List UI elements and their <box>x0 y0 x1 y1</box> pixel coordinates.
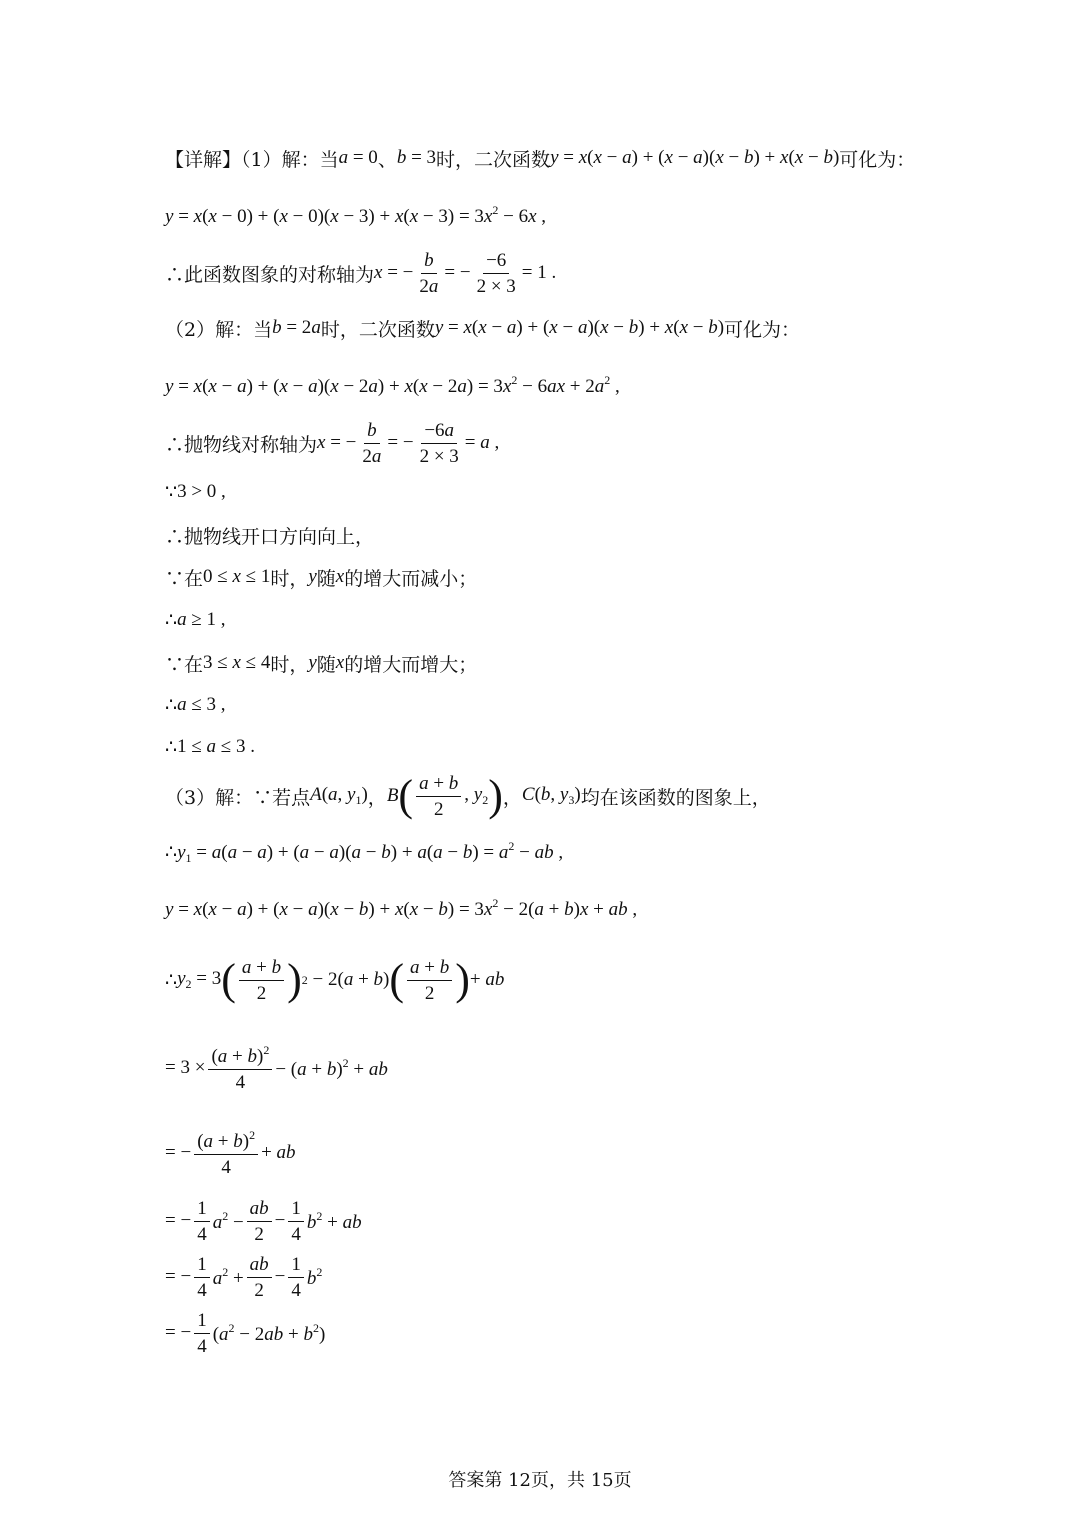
line-20: = − $\frac{1}{4}$ $a^2$ − $\frac{ab}{2}$ − $\frac{1}{4}$ $b^2$ + ab <box>165 1197 362 1245</box>
line-11: ∵在 3 ≤ x ≤ 4 时， y 随 x 的增大而增大； <box>165 652 478 676</box>
page-footer: 答案第 12页，共 15页 <box>448 1470 632 1491</box>
line-17: ∴ $y_2 = 3$ ( $\frac{a + b}{2}$ ) 2 − 2(a + b) ( $\frac{a + b}{2}$ ) + ab <box>165 955 505 1005</box>
line-15: ∴ $y_1 = a(a - a) + (a - a)(a - b) + a(a - b) = a^2$ − ab , <box>165 838 564 865</box>
line-13: ∴ 1 ≤ a ≤ 3 . <box>165 736 255 758</box>
line-6: ∴抛物线对称轴为 x = − $\frac{b}{2a}$ = − $\frac{-6a}{2 \times 3}$ = a , <box>165 419 500 467</box>
line-1: 【详解】（1）解：当 a = 0 、 b = 3 时，二次函数 y = x(x − a) + (x − a)(x − b) + x(x − b) 可化为： <box>165 128 915 188</box>
part1-intro: 【详解】（1）解：当 <box>165 148 339 171</box>
line-8: ∴抛物线开口方向向上， <box>165 525 375 548</box>
line-2: $y = x(x - 0) + (x - 0)(x - 3) + x(x - 3) = 3x^2 - 6x$ , <box>165 202 547 227</box>
line-12: ∴ a ≤ 3 , <box>165 694 226 716</box>
line-5: $y = x(x - a) + (x - a)(x - 2a) + x(x - 2a) = 3x^2 - 6ax + 2a^2$ , <box>165 372 620 397</box>
line-18: = 3 × $\frac{(a + b)^2}{4}$ − $(a + b)^2$ + ab <box>165 1043 388 1093</box>
line-16: $y = x(x - a) + (x - a)(x - b) + x(x - b) = 3x^2 - 2(a + b)x$ + ab , <box>165 895 638 920</box>
line-21: = − $\frac{1}{4}$ $a^2$ + $\frac{ab}{2}$ − $\frac{1}{4}$ $b^2$ <box>165 1253 323 1301</box>
line-10: ∴ a ≥ 1 , <box>165 609 226 631</box>
line-3: ∴此函数图象的对称轴为 x = − $\frac{b}{2a}$ = − $\frac{-6}{2 \times 3}$ = 1 . <box>165 249 557 297</box>
line-9: ∵在 0 ≤ x ≤ 1 时， y 随 x 的增大而减小； <box>165 566 478 590</box>
line-4: （2）解：当 b = 2a 时，二次函数 y = x(x − a) + (x − a)(x − b) + x(x − b) 可化为： <box>165 317 801 341</box>
line-14: （3）解：∵若点 A(a, $y_1$) ， B ( $\frac{a + b}{2}$ , $y_2$ ) ， C(b, $y_3$) 均在该函数的图象上， <box>165 771 771 821</box>
line-19: = − $\frac{(a + b)^2}{4}$ + ab <box>165 1128 296 1178</box>
line-22: = − $\frac{1}{4}$ $(a^2 - 2ab + b^2)$ <box>165 1309 326 1357</box>
line-7: ∵ 3 > 0 , <box>165 481 226 503</box>
